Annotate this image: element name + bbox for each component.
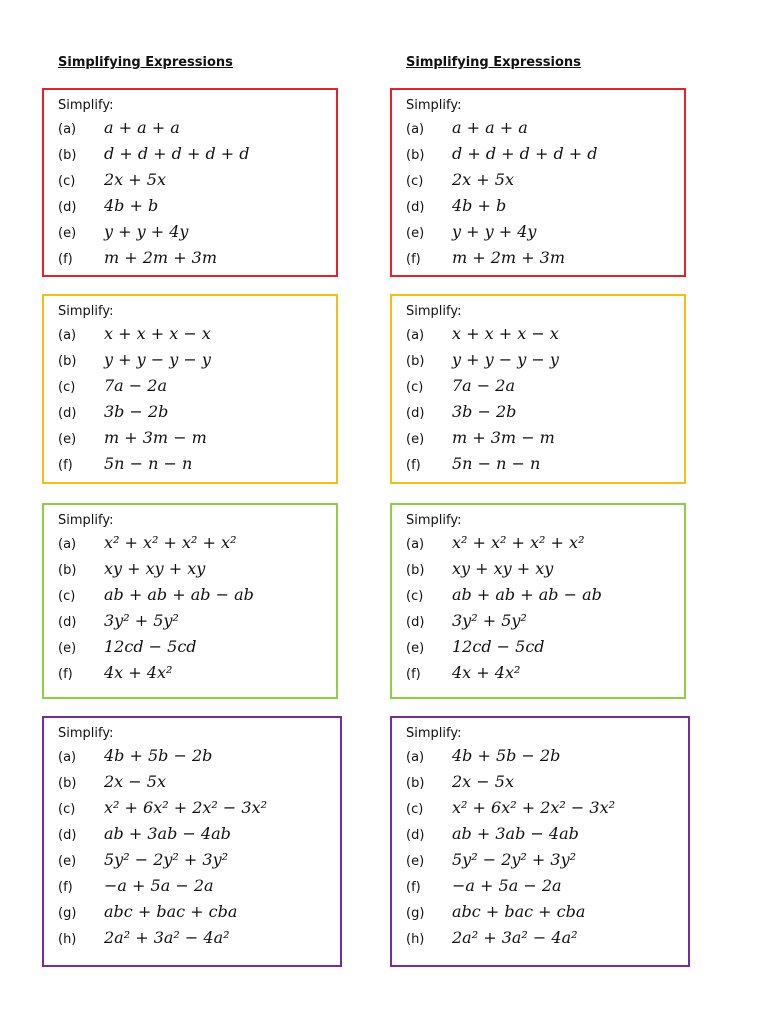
question-expression: 2x + 5x [452, 170, 514, 189]
question-label: (a) [406, 328, 425, 343]
question-label: (f) [406, 880, 421, 895]
question-label: (a) [58, 750, 77, 765]
question-expression: 4x + 4x² [452, 663, 521, 682]
question-expression: 7a − 2a [452, 376, 516, 395]
question-label: (a) [58, 122, 77, 137]
question-label: (b) [58, 148, 77, 163]
question-expression: x² + x² + x² + x² [104, 533, 237, 552]
question-expression: 7a − 2a [104, 376, 168, 395]
exercise-box-3 [42, 503, 338, 699]
question-expression: 5y² − 2y² + 3y² [104, 850, 229, 869]
worksheet-heading: Simplifying Expressions [406, 55, 581, 70]
question-expression: abc + bac + cba [104, 902, 238, 921]
box-title: Simplify: [406, 726, 462, 741]
question-label: (a) [58, 537, 77, 552]
question-label: (d) [58, 828, 77, 843]
question-label: (e) [406, 854, 425, 869]
question-expression: 4b + 5b − 2b [452, 746, 561, 765]
question-expression: ab + ab + ab − ab [452, 585, 602, 604]
question-label: (e) [58, 641, 77, 656]
question-label: (d) [406, 615, 425, 630]
question-expression: 2a² + 3a² − 4a² [104, 928, 230, 947]
question-expression: y + y + 4y [104, 222, 189, 241]
question-label: (c) [406, 380, 424, 395]
question-expression: d + d + d + d + d [452, 144, 598, 163]
question-label: (e) [58, 226, 77, 241]
question-expression: m + 2m + 3m [104, 248, 218, 267]
question-label: (e) [406, 226, 425, 241]
question-expression: 12cd − 5cd [452, 637, 545, 656]
question-label: (f) [58, 458, 73, 473]
box-title: Simplify: [406, 304, 462, 319]
question-expression: 2x + 5x [104, 170, 166, 189]
question-expression: x² + 6x² + 2x² − 3x² [452, 798, 616, 817]
question-label: (d) [406, 406, 425, 421]
question-label: (d) [58, 200, 77, 215]
question-label: (c) [58, 589, 76, 604]
question-label: (f) [406, 458, 421, 473]
question-expression: 4x + 4x² [104, 663, 173, 682]
box-title: Simplify: [406, 513, 462, 528]
question-label: (c) [406, 174, 424, 189]
question-expression: ab + ab + ab − ab [104, 585, 254, 604]
question-expression: x² + 6x² + 2x² − 3x² [104, 798, 268, 817]
question-expression: y + y − y − y [452, 350, 559, 369]
exercise-box-2 [42, 294, 338, 484]
question-label: (h) [406, 932, 425, 947]
question-label: (c) [58, 174, 76, 189]
question-expression: 3b − 2b [104, 402, 169, 421]
question-expression: 4b + b [452, 196, 507, 215]
question-label: (d) [406, 200, 425, 215]
question-expression: 4b + b [104, 196, 159, 215]
exercise-box-3 [390, 503, 686, 699]
question-expression: a + a + a [452, 118, 528, 137]
question-label: (g) [406, 906, 425, 921]
exercise-box-4 [390, 716, 690, 967]
question-expression: xy + xy + xy [452, 559, 554, 578]
question-label: (f) [58, 667, 73, 682]
question-label: (b) [406, 563, 425, 578]
question-expression: ab + 3ab − 4ab [452, 824, 579, 843]
worksheet-heading: Simplifying Expressions [58, 55, 233, 70]
question-expression: abc + bac + cba [452, 902, 586, 921]
question-label: (f) [58, 252, 73, 267]
question-label: (b) [406, 354, 425, 369]
question-label: (e) [58, 854, 77, 869]
question-label: (f) [58, 880, 73, 895]
question-expression: d + d + d + d + d [104, 144, 250, 163]
question-expression: y + y + 4y [452, 222, 537, 241]
question-expression: −a + 5a − 2a [452, 876, 562, 895]
question-label: (h) [58, 932, 77, 947]
question-expression: y + y − y − y [104, 350, 211, 369]
question-label: (a) [406, 537, 425, 552]
question-expression: x² + x² + x² + x² [452, 533, 585, 552]
question-label: (e) [406, 432, 425, 447]
question-label: (f) [406, 252, 421, 267]
question-label: (b) [58, 563, 77, 578]
question-expression: m + 2m + 3m [452, 248, 566, 267]
question-label: (f) [406, 667, 421, 682]
box-title: Simplify: [58, 726, 114, 741]
question-expression: m + 3m − m [104, 428, 207, 447]
question-label: (d) [58, 406, 77, 421]
question-label: (b) [406, 776, 425, 791]
question-expression: 5y² − 2y² + 3y² [452, 850, 577, 869]
question-expression: m + 3m − m [452, 428, 555, 447]
question-expression: 4b + 5b − 2b [104, 746, 213, 765]
question-expression: 12cd − 5cd [104, 637, 197, 656]
exercise-box-1 [390, 88, 686, 277]
question-label: (d) [58, 615, 77, 630]
box-title: Simplify: [406, 98, 462, 113]
exercise-box-4 [42, 716, 342, 967]
question-label: (a) [406, 122, 425, 137]
question-label: (b) [406, 148, 425, 163]
question-label: (a) [406, 750, 425, 765]
question-label: (c) [406, 802, 424, 817]
question-expression: 3y² + 5y² [452, 611, 527, 630]
question-label: (c) [58, 380, 76, 395]
question-expression: 3b − 2b [452, 402, 517, 421]
exercise-box-2 [390, 294, 686, 484]
question-label: (b) [58, 776, 77, 791]
question-expression: 5n − n − n [452, 454, 541, 473]
question-expression: 2x − 5x [452, 772, 514, 791]
question-label: (e) [406, 641, 425, 656]
question-label: (c) [406, 589, 424, 604]
question-label: (g) [58, 906, 77, 921]
question-label: (d) [406, 828, 425, 843]
question-label: (a) [58, 328, 77, 343]
question-expression: ab + 3ab − 4ab [104, 824, 231, 843]
question-expression: xy + xy + xy [104, 559, 206, 578]
question-expression: 2x − 5x [104, 772, 166, 791]
question-expression: 5n − n − n [104, 454, 193, 473]
question-label: (c) [58, 802, 76, 817]
question-expression: x + x + x − x [452, 324, 559, 343]
question-expression: a + a + a [104, 118, 180, 137]
question-expression: 3y² + 5y² [104, 611, 179, 630]
question-expression: −a + 5a − 2a [104, 876, 214, 895]
question-label: (e) [58, 432, 77, 447]
question-label: (b) [58, 354, 77, 369]
question-expression: x + x + x − x [104, 324, 211, 343]
box-title: Simplify: [58, 304, 114, 319]
question-expression: 2a² + 3a² − 4a² [452, 928, 578, 947]
box-title: Simplify: [58, 513, 114, 528]
exercise-box-1 [42, 88, 338, 277]
box-title: Simplify: [58, 98, 114, 113]
